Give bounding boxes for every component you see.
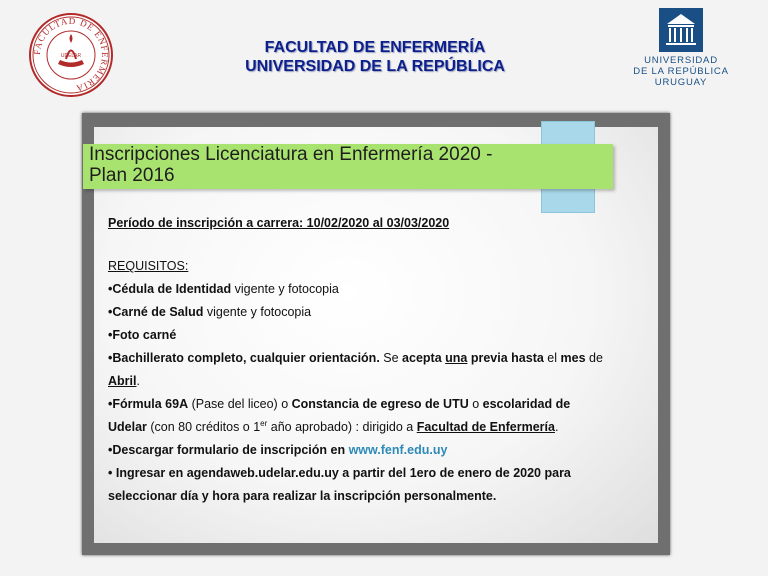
requirement-item-bachillerato: •Bachillerato completo, cualquier orientación. Se acepta una previa hasta el mes de Abril. <box>108 351 603 388</box>
fenf-seal-logo <box>28 12 114 98</box>
udelar-text-line1: UNIVERSIDAD <box>644 55 718 66</box>
slide-content <box>108 212 648 508</box>
slide-title-line1: Inscripciones Licenciatura en Enfermería 2020 - <box>89 144 493 165</box>
requirements-label: REQUISITOS: <box>108 259 189 273</box>
slide-title-line2: Plan 2016 <box>89 165 175 186</box>
requirement-item-photo: •Foto carné <box>108 328 177 342</box>
fenf-website-link[interactable]: www.fenf.edu.uy <box>348 443 448 457</box>
header-faculty-title: FACULTAD DE ENFERMERÍA <box>264 39 486 56</box>
udelar-text-line2: DE LA REPÚBLICA <box>633 66 729 77</box>
udelar-text-line3: URUGUAY <box>654 77 708 88</box>
requirement-item-id: •Cédula de Identidad vigente y fotocopia <box>108 282 339 296</box>
fenf-ring-text: FACULTAD DE ENFERMERIA <box>31 15 111 94</box>
registration-period: Período de inscripción a carrera: 10/02/2020 al 03/03/2020 <box>108 216 450 230</box>
slide-title-banner <box>83 144 613 189</box>
fenf-center-text: UDELAR <box>60 53 82 59</box>
requirement-item-health: •Carné de Salud vigente y fotocopia <box>108 305 312 319</box>
udelar-logo <box>626 8 736 98</box>
requirement-item-agendaweb: • Ingresar en agendaweb.udelar.edu.uy a partir del 1ero de enero de 2020 para seleccionar día y hora para realizar la inscripción personalmente. <box>108 466 571 503</box>
requirement-item-download: •Descargar formulario de inscripción en www.fenf.edu.uy <box>108 443 448 457</box>
page-header <box>200 38 550 76</box>
header-university-title: UNIVERSIDAD DE LA REPÚBLICA <box>245 58 505 75</box>
udelar-building-icon <box>659 8 703 52</box>
requirement-item-formula: •Fórmula 69A (Pase del liceo) o Constancia de egreso de UTU o escolaridad de Udelar (con 80 créditos o 1er año aprobado) : dirigido a Facultad de Enfermería. <box>108 397 571 434</box>
